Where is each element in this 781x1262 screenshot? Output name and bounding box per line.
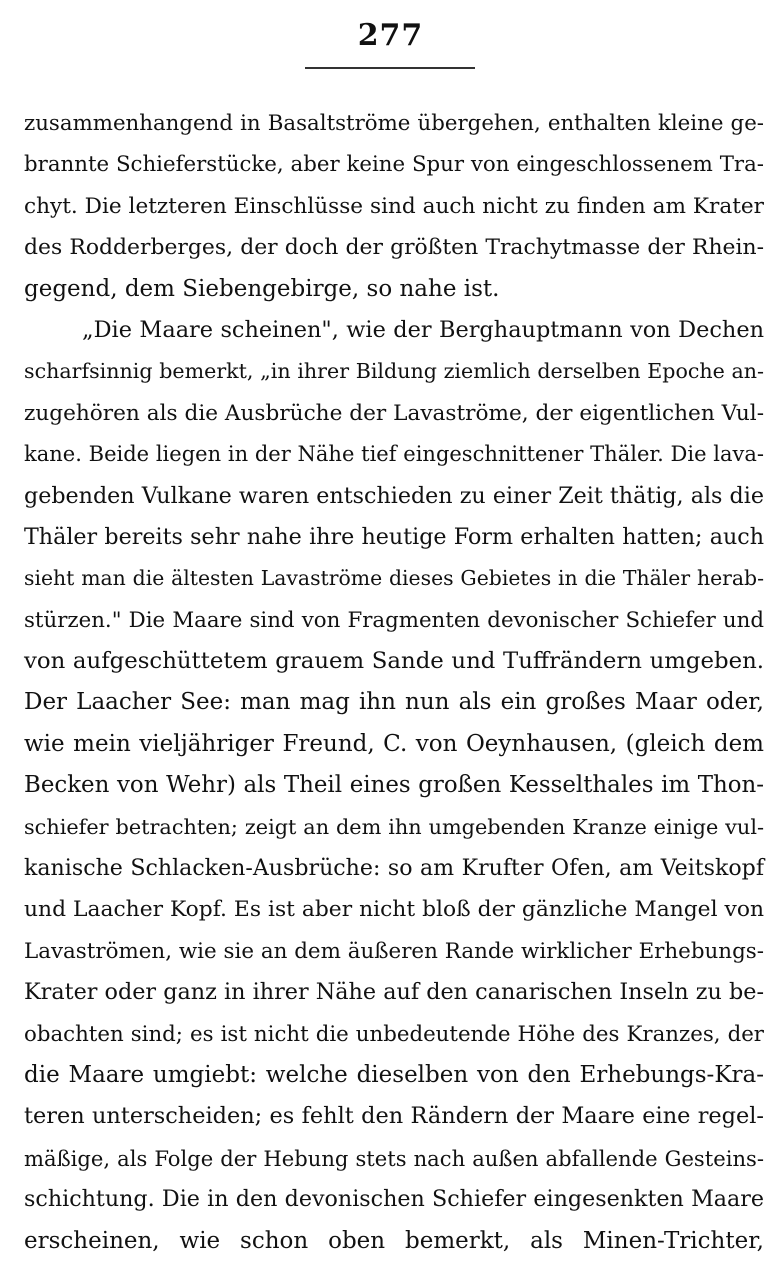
text-line: scharfsinnig bemerkt, „in ihrer Bildung ziemlich derselben Epoche an-: [24, 359, 764, 384]
text-line: Krater oder ganz in ihrer Nähe auf den canarischen Inseln zu be-: [24, 979, 764, 1006]
text-line: Der Laacher See: man mag ihn nun als ein großes Maar oder,: [24, 689, 764, 716]
text-line: „Die Maare scheinen", wie der Berghauptmann von Dechen: [82, 316, 764, 343]
body-text: [24, 103, 764, 1262]
text-line: schichtung. Die in den devonischen Schiefer eingesenkten Maare: [24, 1186, 764, 1213]
text-line: wie mein vieljähriger Freund, C. von Oeynhausen, (gleich dem: [24, 730, 764, 757]
text-line: Becken von Wehr) als Theil eines großen Kesselthales im Thon-: [24, 772, 764, 799]
text-line: sieht man die ältesten Lavaströme dieses Gebietes in die Thäler herab-: [24, 566, 764, 591]
text-line: zusammenhangend in Basaltströme übergehen, enthalten kleine ge-: [24, 111, 764, 136]
text-line: stürzen." Die Maare sind von Fragmenten devonischer Schiefer und: [24, 607, 764, 633]
text-line: zugehören als die Ausbrüche der Lavaströme, der eigentlichen Vul-: [24, 400, 764, 426]
text-line: und Laacher Kopf. Es ist aber nicht bloß der gänzliche Mangel von: [24, 897, 764, 923]
text-line: kane. Beide liegen in der Nähe tief eingeschnittener Thäler. Die lava-: [24, 442, 764, 467]
text-line: chyt. Die letzteren Einschlüsse sind auch nicht zu finden am Krater: [24, 193, 764, 219]
text-line: erscheinen, wie schon oben bemerkt, als Minen-Trichter,: [24, 1227, 764, 1254]
text-line: brannte Schieferstücke, aber keine Spur von eingeschlossenem Tra-: [24, 152, 764, 178]
text-line: die Maare umgiebt: welche dieselben von den Erhebungs-Kra-: [24, 1061, 764, 1088]
text-line: gebenden Vulkane waren entschieden zu einer Zeit thätig, als die: [24, 482, 764, 509]
page-number: 277: [357, 18, 424, 53]
text-line: schiefer betrachten; zeigt an dem ihn umgebenden Kranze einige vul-: [24, 814, 764, 839]
text-line: teren unterscheiden; es fehlt den Rändern der Maare eine regel-: [24, 1103, 764, 1130]
header-rule: [305, 67, 475, 69]
text-line: von aufgeschüttetem grauem Sande und Tuffrändern umgeben.: [24, 648, 764, 675]
text-line: Thäler bereits sehr nahe ihre heutige Form erhalten hatten; auch: [24, 523, 764, 550]
text-line: mäßige, als Folge der Hebung stets nach außen abfallende Gesteins-: [24, 1145, 764, 1171]
text-line: gegend, dem Siebengebirge, so nahe ist.: [24, 275, 500, 302]
text-line: kanische Schlacken-Ausbrüche: so am Krufter Ofen, am Veitskopf: [24, 855, 764, 882]
text-line: Lavaströmen, wie sie an dem äußeren Rande wirklicher Erhebungs-: [24, 938, 764, 964]
text-line: des Rodderberges, der doch der größten Trachytmasse der Rhein-: [24, 235, 764, 261]
text-line: obachten sind; es ist nicht die unbedeutende Höhe des Kranzes, der: [24, 1021, 764, 1047]
